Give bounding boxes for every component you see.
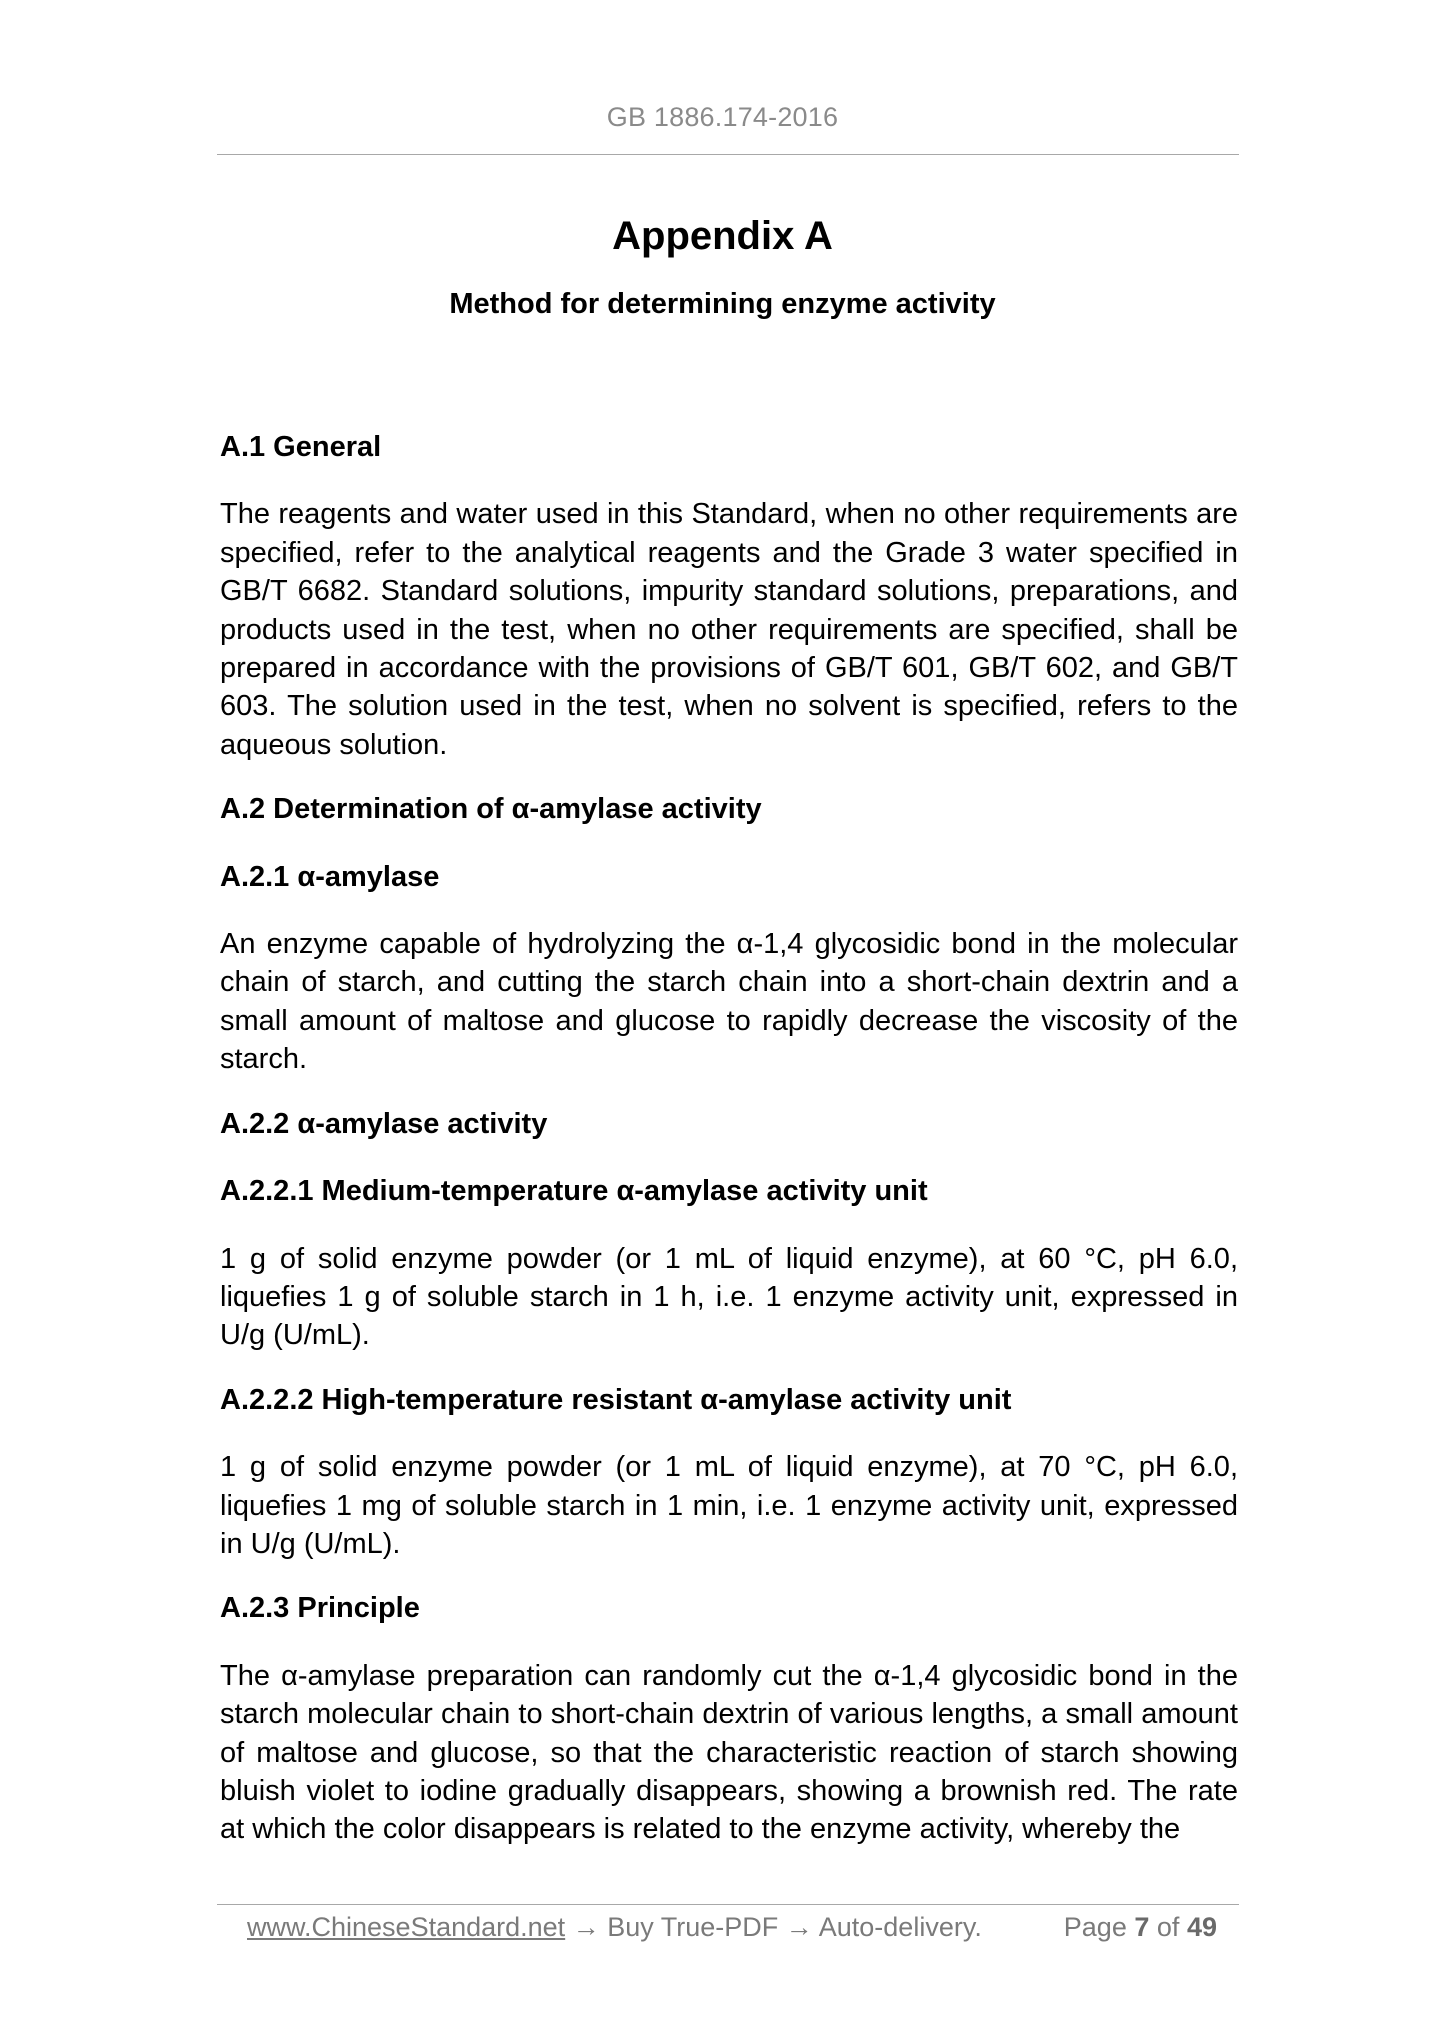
footer-website-link[interactable]: www.ChineseStandard.net: [247, 1912, 566, 1942]
section-text-a2-2-1: 1 g of solid enzyme powder (or 1 mL of liquid enzyme), at 60 °C, pH 6.0, liquefies 1 g of soluble starch in 1 h, i.e. 1 enzyme activity unit, expressed in U/g (U/mL).: [220, 1242, 1238, 1352]
section-heading-a2-1: A.2.1 α-amylase: [220, 860, 440, 893]
page-number: [1064, 1911, 1217, 1943]
page-header-standard-code: GB 1886.174-2016: [606, 102, 839, 132]
page-footer: [247, 1911, 1217, 1943]
document-body: [220, 428, 1238, 1875]
section-heading-a2-2-2: A.2.2.2 High-temperature resistant α-amylase activity unit: [220, 1383, 1012, 1416]
section-heading-a2-3: A.2.3 Principle: [220, 1592, 420, 1625]
section-heading-a1: A.1 General: [220, 431, 382, 463]
header-divider: [217, 154, 1239, 155]
section-text-a2-1: An enzyme capable of hydrolyzing the α-1,4 glycosidic bond in the molecular chain of starch, and cutting the starch chain into a short-chain dextrin and a small amount of maltose and glucose to rapidly decrease the viscosity of the starch.: [220, 928, 1238, 1076]
section-text-a1: The reagents and water used in this Standard, when no other requirements are specified, refer to the analytical reagents and the Grade 3 water specified in GB/T 6682. Standard solutions, impurity standard solutions, preparations, and products used in the test, when no other requirements are specified, shall be prepared in accordance with the provisions of GB/T 601, GB/T 602, and GB/T 603. The solution used in the test, when no solvent is specified, refers to the aqueous solution.: [220, 498, 1238, 761]
section-text-a2-3: The α-amylase preparation can randomly cut the α-1,4 glycosidic bond in the starch molecular chain to short-chain dextrin of various lengths, a small amount of maltose and glucose, so that the characteristic reaction of starch showing bluish violet to iodine gradually disappears, showing a brownish red. The rate at which the color disappears is related to the enzyme activity, whereby the: [220, 1659, 1238, 1846]
section-text-a2-2-2: 1 g of solid enzyme powder (or 1 mL of liquid enzyme), at 70 °C, pH 6.0, liquefies 1 mg of soluble starch in 1 min, i.e. 1 enzyme activity unit, expressed in U/g (U/mL).: [220, 1451, 1238, 1560]
page-label: Page: [1063, 1912, 1127, 1942]
appendix-subtitle: Method for determining enzyme activity: [449, 288, 996, 320]
page-current: 7: [1134, 1912, 1150, 1942]
footer-divider: [217, 1904, 1239, 1905]
section-heading-a2: A.2 Determination of α-amylase activity: [220, 793, 762, 826]
footer-promo-text: → Buy True-PDF → Auto-delivery.: [572, 1912, 982, 1942]
section-heading-a2-2: A.2.2 α-amylase activity: [220, 1107, 548, 1140]
section-heading-a2-2-1: A.2.2.1 Medium-temperature α-amylase activity unit: [220, 1175, 928, 1208]
appendix-title: Appendix A: [612, 214, 833, 258]
page-of: of: [1156, 1912, 1180, 1942]
page-total: 49: [1186, 1912, 1217, 1942]
